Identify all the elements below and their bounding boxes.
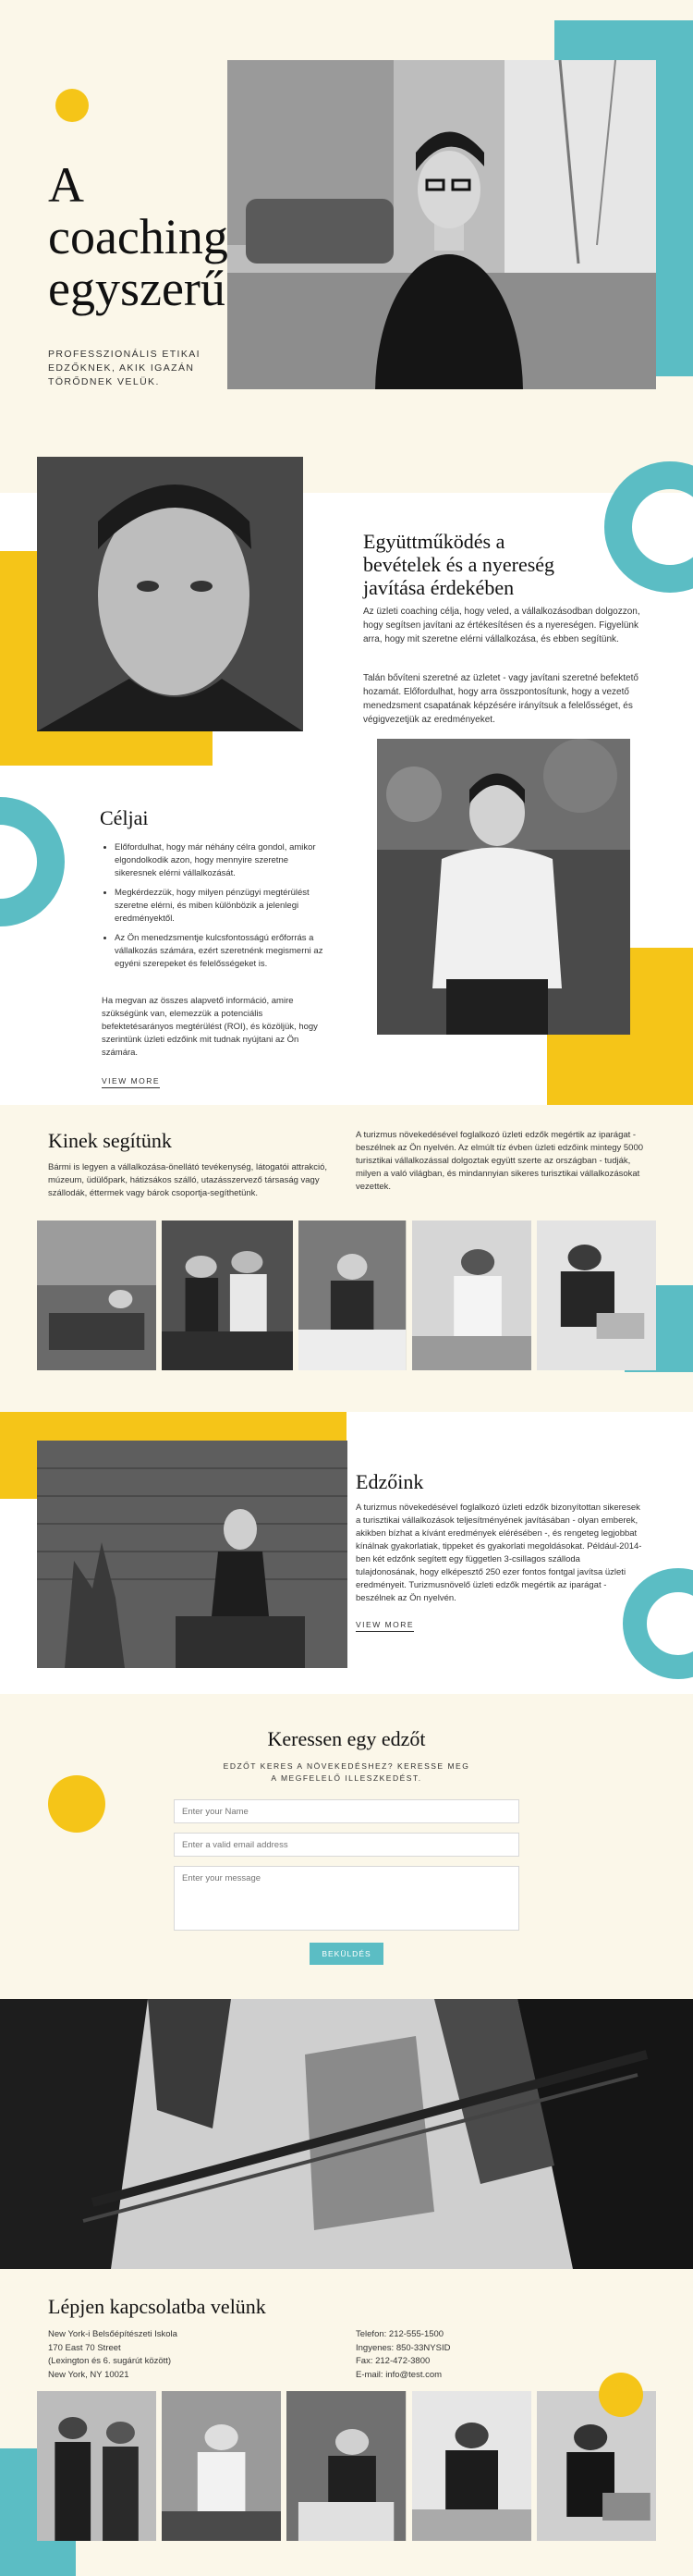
phone-line: Fax: 212-472-3800 xyxy=(356,2356,431,2366)
contact-heading: Lépjen kapcsolatba velünk xyxy=(48,2295,266,2318)
gallery-photo xyxy=(298,1221,406,1370)
goals-bullet: • Megkérdezzük, hogy milyen pénzügyi megtérülést szeretne elérni, és miben különbözik a jelenlegi eredményektől. xyxy=(115,887,333,926)
submit-button[interactable]: BEKÜLDÉS xyxy=(310,1943,383,1965)
bottom-gallery xyxy=(37,2391,656,2541)
buildings-photo xyxy=(0,1999,693,2269)
goals-heading: Céljai xyxy=(100,806,149,829)
cooperation-para2: Talán bővíteni szeretné az üzletet - vagy javítani szeretné befektető hozamát. Előfordulhat, hogy arra összpontosítunk, hogy a vezető menedzsment csapatának képzésére irányítsuk a felelősséget, és végigvezetjük az eredményeket. xyxy=(363,673,638,725)
yellow-dot-form xyxy=(48,1775,105,1833)
coaches-text: A turizmus növekedésével foglalkozó üzleti edzők bizonyítottan sikeresek a turisztikai vállalkozások teljesítményének javításában - olyan emberek, akikben bízhat a kívánt eredmények elérésében -, és rengeteg legjobbat kínálnak gyakorlatiak, tippeket és gyakorlati megoldásokat. Például-2014-ben két edzőnk segített egy független 3-csillagos szálloda tulajdonosának, hogy elképesztő 250 ezer fontos fontgal javítsa üzleti eredményeit. Turizmusnövelő üzleti edzők megértik az iparágat - beszélnek az Ön nyelvén. xyxy=(356,1503,642,1603)
goals-list xyxy=(102,841,333,977)
gallery-photo xyxy=(412,2391,531,2541)
goals-view-more-link[interactable]: VIEW MORE xyxy=(102,1076,160,1088)
find-heading: Keressen egy edzőt xyxy=(267,1727,426,1750)
cooperation-para1: Az üzleti coaching célja, hogy veled, a vállalkozásodban dolgozzon, hogy segítsen javítani az értékesítésen és a nyereségen. Figyelünk arra, hogy mit szeretne elérni vállalkozása, és ebben segítünk. xyxy=(363,607,640,644)
gallery-photo xyxy=(37,1221,156,1370)
coach-photo xyxy=(37,1441,347,1668)
find-subtitle: EDZŐT KERES A NÖVEKEDÉSHEZ? KERESSE MEG A MEGFELELŐ ILLESZKEDÉST. xyxy=(223,1761,470,1783)
name-input[interactable] xyxy=(174,1799,519,1823)
gallery-photo xyxy=(537,1221,656,1370)
gallery-photo xyxy=(37,2391,156,2541)
yellow-dot xyxy=(55,89,89,122)
phone-line: Telefon: 212-555-1500 xyxy=(356,2329,444,2339)
yellow-dot-bottom xyxy=(599,2373,643,2417)
hero-title-line1: A xyxy=(48,157,84,213)
contact-phones xyxy=(356,2328,587,2382)
who-right-text: A turizmus növekedésével foglalkozó üzleti edzők megértik az iparágat - beszélnek az Ön nyelvén. Az elmúlt tíz évben üzleti edzőink mintegy 5000 turisztikai vállalkozással dolgoztak együtt szerte az országban - tudják, milyen a való világban, és mindannyian sikeres turisztikai vállalkozásokat vezettek. xyxy=(356,1130,644,1192)
hero-subtitle: PROFESSZIONÁLIS ETIKAI EDZŐKNEK, AKIK IGAZÁN TÖRŐDNEK VELÜK. xyxy=(48,349,201,387)
goals-bullet: • Előfordulhat, hogy már néhány célra gondol, amikor elgondolkodik azon, hogy mennyire szeretne sikeresnek elérni vállalkozását. xyxy=(115,841,333,880)
who-heading: Kinek segítünk xyxy=(48,1129,172,1152)
hero-photo xyxy=(227,60,656,389)
email-line[interactable]: E-mail: info@test.com xyxy=(356,2369,443,2380)
gallery-photo xyxy=(537,2391,656,2541)
address-line: New York, NY 10021 xyxy=(48,2369,129,2380)
cooperation-heading: Együttműködés a bevételek és a nyereség javítása érdekében xyxy=(363,530,555,599)
contact-address xyxy=(48,2328,279,2382)
email-input[interactable] xyxy=(174,1833,519,1857)
smiling-man-photo xyxy=(377,739,630,1035)
hero-title-line2: coaching xyxy=(48,209,228,264)
who-left-text: Bármi is legyen a vállalkozása-önellátó tevékenység, látogatói attrakció, múzeum, üdülőpark, hátizsákos szálló, utazásszervező társaság vagy szállodák, éttermek vagy bárok csoportja-segíthetünk. xyxy=(48,1162,328,1198)
gallery-photo xyxy=(162,2391,281,2541)
message-textarea[interactable] xyxy=(174,1866,519,1931)
gallery-photo xyxy=(162,1221,293,1370)
hero-title-line3: egyszerű xyxy=(48,261,225,316)
address-line: New York-i Belsőépítészeti Iskola xyxy=(48,2329,177,2339)
coaches-view-more-link[interactable]: VIEW MORE xyxy=(356,1620,414,1632)
portrait-photo xyxy=(37,457,303,731)
address-line: 170 East 70 Street xyxy=(48,2342,121,2353)
goals-para: Ha megvan az összes alapvető információ, amire szükségünk van, elemezzük a potenciális befektetésarányos megtérülést (ROI), és közöljük, hogy szerintünk üzleti edzőink mit tudnak nyújtani az Ön számára. xyxy=(102,996,318,1058)
address-line: (Lexington és 6. sugárút között) xyxy=(48,2356,172,2366)
coaches-heading: Edzőink xyxy=(356,1470,424,1493)
goals-bullet: • Az Ön menedzsmentje kulcsfontosságú erőforrás a vállalkozás számára, ezért szeretnénk megismerni az egyéni szerepeket és felelősségeket is. xyxy=(115,932,333,971)
gallery-strip xyxy=(37,1221,656,1370)
gallery-photo xyxy=(286,2391,406,2541)
phone-line: Ingyenes: 850-33NYSID xyxy=(356,2342,451,2353)
gallery-photo xyxy=(412,1221,531,1370)
